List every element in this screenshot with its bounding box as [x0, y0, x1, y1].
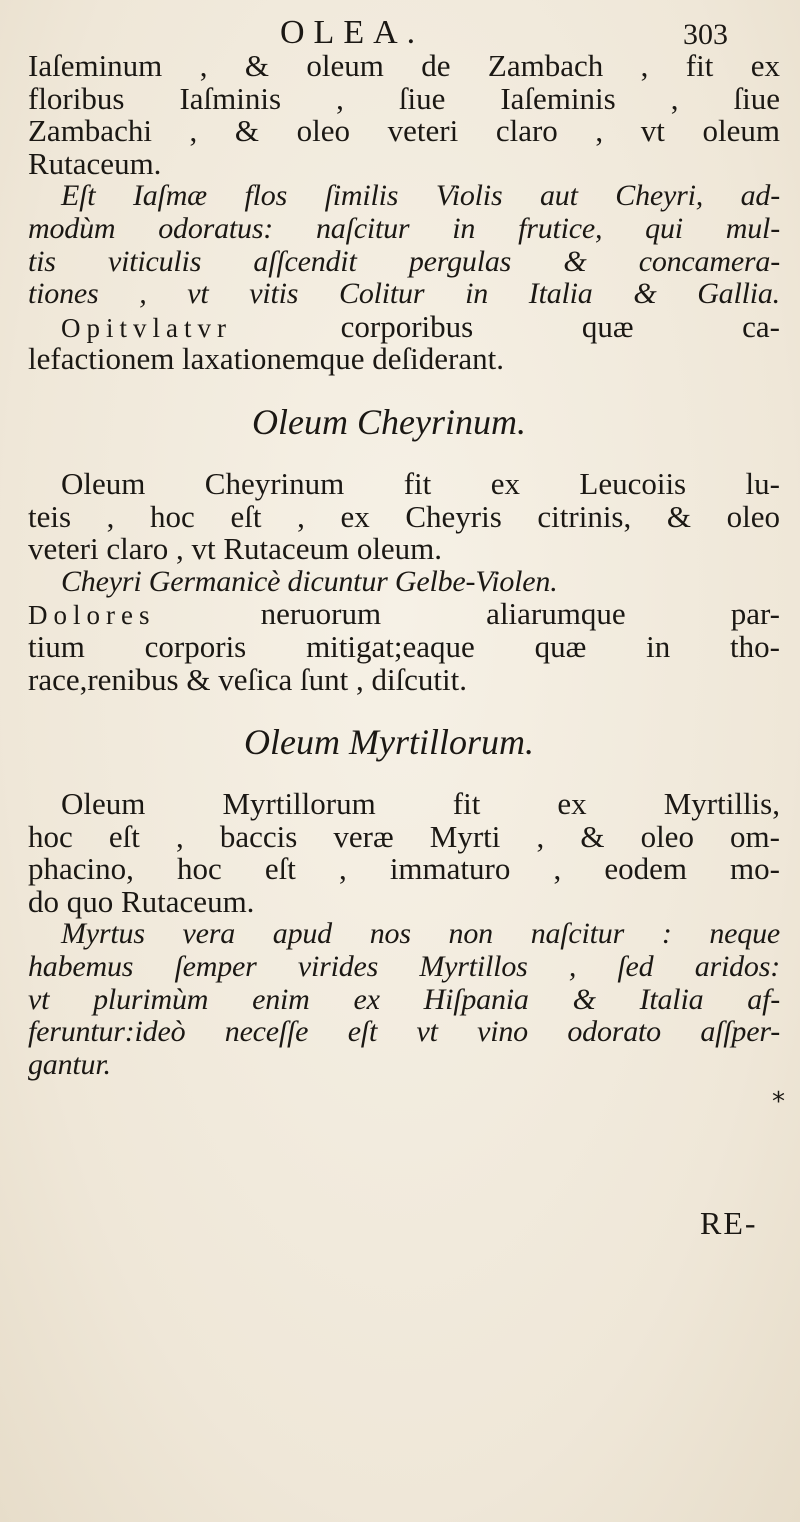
- paragraph-cheyrinum: [28, 465, 780, 567]
- text-line: Zambachi , & oleo veteri claro , vt oleum: [28, 113, 780, 149]
- paragraph-myrtillorum: [28, 788, 780, 918]
- note-line: vt plurimùm enim ex Hiſpania & Italia af-: [28, 982, 780, 1016]
- use-cheyrinum: [28, 598, 780, 696]
- note-line: Myrtus vera apud nos non naſcitur : neque: [61, 917, 780, 951]
- note-line: tiones , vt vitis Colitur in Italia & Gallia.: [28, 277, 780, 311]
- text-fragment: corporibus quæ ca-: [340, 308, 780, 344]
- text-line: do quo Rutaceum.: [28, 883, 255, 919]
- text-line: teis , hoc eſt , ex Cheyris citrinis, & oleo: [28, 498, 780, 534]
- note-myrtillorum: [28, 918, 780, 1081]
- text-line: [28, 598, 780, 631]
- section-heading-cheyrinum: Oleum Cheyrinum.: [252, 401, 526, 442]
- note-line: Cheyri Germanicè dicuntur Gelbe-Violen.: [61, 564, 558, 598]
- text-line: race,renibus & veſica ſunt , diſcutit.: [28, 661, 468, 697]
- note-line: feruntur:ideò neceſſe eſt vt vino odorato aſſper-: [28, 1015, 780, 1049]
- text-line: [28, 308, 780, 344]
- text-fragment: neruorum aliarumque par-: [260, 596, 780, 632]
- margin-asterisk: *: [772, 1087, 785, 1117]
- text-line: Oleum Cheyrinum fit ex Leucoiis lu-: [61, 465, 780, 501]
- note-line: tis viticulis aſſcendit pergulas & concamera-: [28, 244, 780, 278]
- paragraph-iasminum: [28, 50, 780, 180]
- use-iasminum: [28, 308, 780, 377]
- text-line: hoc eſt , baccis veræ Myrti , & oleo om-: [28, 818, 780, 854]
- note-line: Eſt Iaſmæ flos ſimilis Violis aut Cheyri, ad-: [61, 179, 780, 213]
- note-line: modùm odoratus: naſcitur in frutice, qui mul-: [28, 211, 780, 245]
- page-number: 303: [683, 18, 728, 51]
- text-line: floribus Iaſminis , ſiue Iaſeminis , ſiue: [28, 80, 780, 116]
- note-line: habemus ſemper virides Myrtillos , ſed aridos:: [28, 950, 780, 984]
- lead-word: Dolores: [28, 600, 156, 631]
- page-header: [0, 12, 800, 52]
- note-line: gantur.: [28, 1047, 111, 1081]
- text-line: phacino, hoc eſt , immaturo , eodem mo-: [28, 851, 780, 887]
- note-iasminum: [28, 180, 780, 310]
- text-block: [28, 50, 780, 1081]
- section-heading-myrtillorum: Oleum Myrtillorum.: [244, 722, 534, 763]
- text-line: lefactionem laxationemque deſiderant.: [28, 341, 504, 377]
- text-line: Rutaceum.: [28, 145, 162, 181]
- text-line: tium corporis mitigat;eaque quæ in tho-: [28, 628, 780, 664]
- catchword: RE-: [700, 1205, 758, 1241]
- text-line: Oleum Myrtillorum fit ex Myrtillis,: [61, 786, 780, 822]
- lead-word: Opitvlatvr: [61, 312, 232, 343]
- text-line: veteri claro , vt Rutaceum oleum.: [28, 531, 443, 567]
- running-head: OLEA.: [280, 14, 425, 51]
- text-line: Iaſeminum , & oleum de Zambach , fit ex: [28, 48, 780, 83]
